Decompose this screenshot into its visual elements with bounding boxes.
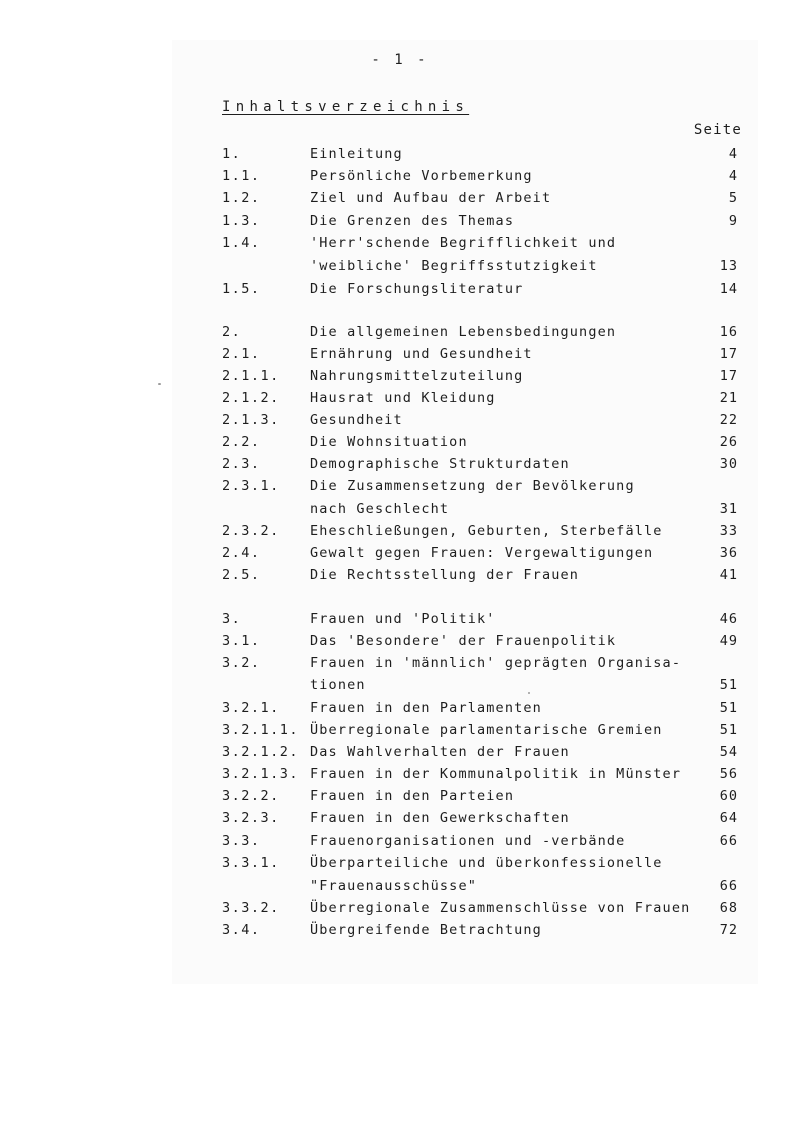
toc-entry-title: Die Grenzen des Themas bbox=[310, 213, 515, 229]
toc-entry-page: 56 bbox=[719, 766, 738, 782]
toc-entry-title: Ziel und Aufbau der Arbeit bbox=[310, 190, 552, 206]
toc-entry-number: 1.4. bbox=[222, 235, 261, 251]
toc-entry bbox=[0, 365, 800, 387]
toc-entry bbox=[0, 652, 800, 674]
toc-entry-title: Ernährung und Gesundheit bbox=[310, 346, 533, 362]
toc-entry-page: 4 bbox=[728, 146, 738, 162]
page-number: - 1 - bbox=[371, 52, 429, 68]
toc-entry bbox=[0, 785, 800, 807]
toc-entry bbox=[0, 608, 800, 630]
toc-entry-page: 60 bbox=[719, 788, 738, 804]
toc-entry-title: Überregionale Zusammenschlüsse von Frauen bbox=[310, 900, 691, 916]
toc-entry bbox=[0, 564, 800, 586]
toc-entry-title: Frauen in den Parlamenten bbox=[310, 700, 542, 716]
toc-entry-title: Frauen in 'männlich' geprägten Organisa- bbox=[310, 655, 682, 671]
toc-entry-number: 1.3. bbox=[222, 213, 261, 229]
toc-entry-number: 3.2. bbox=[222, 655, 261, 671]
toc-entry bbox=[0, 830, 800, 852]
toc-entry bbox=[0, 343, 800, 365]
toc-entry-title: Überregionale parlamentarische Gremien bbox=[310, 722, 663, 738]
toc-entry-title: Die allgemeinen Lebensbedingungen bbox=[310, 324, 617, 340]
toc-entry bbox=[0, 210, 800, 232]
toc-entry-title: Demographische Strukturdaten bbox=[310, 456, 570, 472]
toc-entry bbox=[0, 875, 800, 897]
toc-entry-title: Überparteiliche und überkonfessionelle bbox=[310, 855, 663, 871]
toc-entry-title: Die Wohnsituation bbox=[310, 434, 468, 450]
toc-entry-title: Die Forschungsliteratur bbox=[310, 281, 524, 297]
toc-entry bbox=[0, 475, 800, 497]
toc-entry bbox=[0, 409, 800, 431]
toc-entry-title: Das 'Besondere' der Frauenpolitik bbox=[310, 633, 617, 649]
toc-entry-number: 3. bbox=[222, 611, 242, 627]
toc-entry-title: nach Geschlecht bbox=[310, 501, 450, 517]
page-title: Inhaltsverzeichnis bbox=[222, 99, 470, 115]
toc-entry bbox=[0, 520, 800, 542]
toc-entry-page: 16 bbox=[719, 324, 738, 340]
toc-entry bbox=[0, 719, 800, 741]
toc-entry-page: 26 bbox=[719, 434, 738, 450]
toc-entry-title: Hausrat und Kleidung bbox=[310, 390, 496, 406]
toc-entry-title: Frauen und 'Politik' bbox=[310, 611, 496, 627]
toc-entry-number: 3.3.2. bbox=[222, 900, 280, 916]
toc-entry-number: 3.3.1. bbox=[222, 855, 280, 871]
toc-entry bbox=[0, 674, 800, 696]
toc-entry-page: 17 bbox=[719, 346, 738, 362]
toc-entry-page: 33 bbox=[719, 523, 738, 539]
toc-entry-number: 3.2.1.3. bbox=[222, 766, 300, 782]
toc-entry-title: Frauen in der Kommunalpolitik in Münster bbox=[310, 766, 682, 782]
toc-entry bbox=[0, 852, 800, 874]
toc-entry-page: 41 bbox=[719, 567, 738, 583]
toc-entry bbox=[0, 919, 800, 941]
toc-entry-page: 17 bbox=[719, 368, 738, 384]
toc-entry-page: 72 bbox=[719, 922, 738, 938]
toc-entry-page: 4 bbox=[728, 168, 738, 184]
toc-entry-number: 2. bbox=[222, 324, 242, 340]
toc-entry bbox=[0, 453, 800, 475]
toc-entry-page: 51 bbox=[719, 677, 738, 693]
toc-entry-title: Die Rechtsstellung der Frauen bbox=[310, 567, 580, 583]
toc-entry-title: Gesundheit bbox=[310, 412, 403, 428]
toc-entry-number: 3.1. bbox=[222, 633, 261, 649]
toc-entry-number: 2.1. bbox=[222, 346, 261, 362]
toc-entry-title: Einleitung bbox=[310, 146, 403, 162]
toc-entry bbox=[0, 741, 800, 763]
toc-entry-page: 51 bbox=[719, 700, 738, 716]
toc-entry bbox=[0, 763, 800, 785]
toc-entry-number: 2.5. bbox=[222, 567, 261, 583]
toc-entry-number: 2.1.2. bbox=[222, 390, 280, 406]
toc-entry-title: Eheschließungen, Geburten, Sterbefälle bbox=[310, 523, 663, 539]
toc-entry-page: 31 bbox=[719, 501, 738, 517]
toc-entry bbox=[0, 278, 800, 300]
toc-entry bbox=[0, 143, 800, 165]
toc-entry-number: 3.2.2. bbox=[222, 788, 280, 804]
toc-entry-number: 1.5. bbox=[222, 281, 261, 297]
toc-entry-page: 36 bbox=[719, 545, 738, 561]
toc-entry-number: 2.3.1. bbox=[222, 478, 280, 494]
toc-entry bbox=[0, 630, 800, 652]
toc-entry-title: 'weibliche' Begriffsstutzigkeit bbox=[310, 258, 598, 274]
toc-entry-number: 2.3. bbox=[222, 456, 261, 472]
toc-entry-page: 49 bbox=[719, 633, 738, 649]
toc-entry bbox=[0, 897, 800, 919]
toc-entry-number: 3.2.1. bbox=[222, 700, 280, 716]
toc-entry-number: 3.2.1.1. bbox=[222, 722, 300, 738]
toc-entry bbox=[0, 498, 800, 520]
toc-entry-title: 'Herr'schende Begrifflichkeit und bbox=[310, 235, 617, 251]
toc-entry bbox=[0, 697, 800, 719]
toc-entry-page: 13 bbox=[719, 258, 738, 274]
toc-entry-number: 3.3. bbox=[222, 833, 261, 849]
toc-entry bbox=[0, 165, 800, 187]
toc-entry-title: Frauen in den Parteien bbox=[310, 788, 515, 804]
toc-entry-page: 46 bbox=[719, 611, 738, 627]
toc-entry-title: "Frauenausschüsse" bbox=[310, 878, 477, 894]
toc-entry-title: tionen bbox=[310, 677, 366, 693]
toc-entry-number: 1. bbox=[222, 146, 242, 162]
toc-entry-page: 54 bbox=[719, 744, 738, 760]
toc-entry-number: 3.2.1.2. bbox=[222, 744, 300, 760]
toc-entry-title: Übergreifende Betrachtung bbox=[310, 922, 542, 938]
toc-entry-page: 9 bbox=[728, 213, 738, 229]
toc-entry-number: 1.1. bbox=[222, 168, 261, 184]
toc-entry-title: Das Wahlverhalten der Frauen bbox=[310, 744, 570, 760]
toc-entry-page: 51 bbox=[719, 722, 738, 738]
toc-entry-number: 2.1.1. bbox=[222, 368, 280, 384]
toc-entry-number: 2.3.2. bbox=[222, 523, 280, 539]
toc-entry bbox=[0, 807, 800, 829]
toc-entry-number: 2.2. bbox=[222, 434, 261, 450]
toc-entry-number: 3.4. bbox=[222, 922, 261, 938]
toc-entry bbox=[0, 321, 800, 343]
toc-entry bbox=[0, 187, 800, 209]
toc-entry-page: 5 bbox=[728, 190, 738, 206]
toc-entry-number: 2.4. bbox=[222, 545, 261, 561]
scan-speck bbox=[158, 383, 161, 385]
toc-entry bbox=[0, 255, 800, 277]
toc-entry bbox=[0, 542, 800, 564]
toc-entry-number: 2.1.3. bbox=[222, 412, 280, 428]
toc-entry-page: 22 bbox=[719, 412, 738, 428]
toc-entry-number: 3.2.3. bbox=[222, 810, 280, 826]
page-column-header: Seite bbox=[693, 122, 742, 138]
toc-entry-page: 14 bbox=[719, 281, 738, 297]
toc-entry-page: 66 bbox=[719, 833, 738, 849]
toc-entry-title: Die Zusammensetzung der Bevölkerung bbox=[310, 478, 635, 494]
toc-entry-title: Gewalt gegen Frauen: Vergewaltigungen bbox=[310, 545, 654, 561]
toc-entry-page: 66 bbox=[719, 878, 738, 894]
scan-speck bbox=[528, 692, 530, 694]
toc-entry-title: Nahrungsmittelzuteilung bbox=[310, 368, 524, 384]
toc-entry-title: Persönliche Vorbemerkung bbox=[310, 168, 533, 184]
toc-entry-title: Frauen in den Gewerkschaften bbox=[310, 810, 570, 826]
toc-entry-number: 1.2. bbox=[222, 190, 261, 206]
toc-entry bbox=[0, 232, 800, 254]
toc-entry bbox=[0, 387, 800, 409]
toc-entry-page: 68 bbox=[719, 900, 738, 916]
toc-entry-page: 64 bbox=[719, 810, 738, 826]
toc-entry-page: 21 bbox=[719, 390, 738, 406]
toc-entry bbox=[0, 431, 800, 453]
toc-entry-page: 30 bbox=[719, 456, 738, 472]
toc-entry-title: Frauenorganisationen und -verbände bbox=[310, 833, 626, 849]
